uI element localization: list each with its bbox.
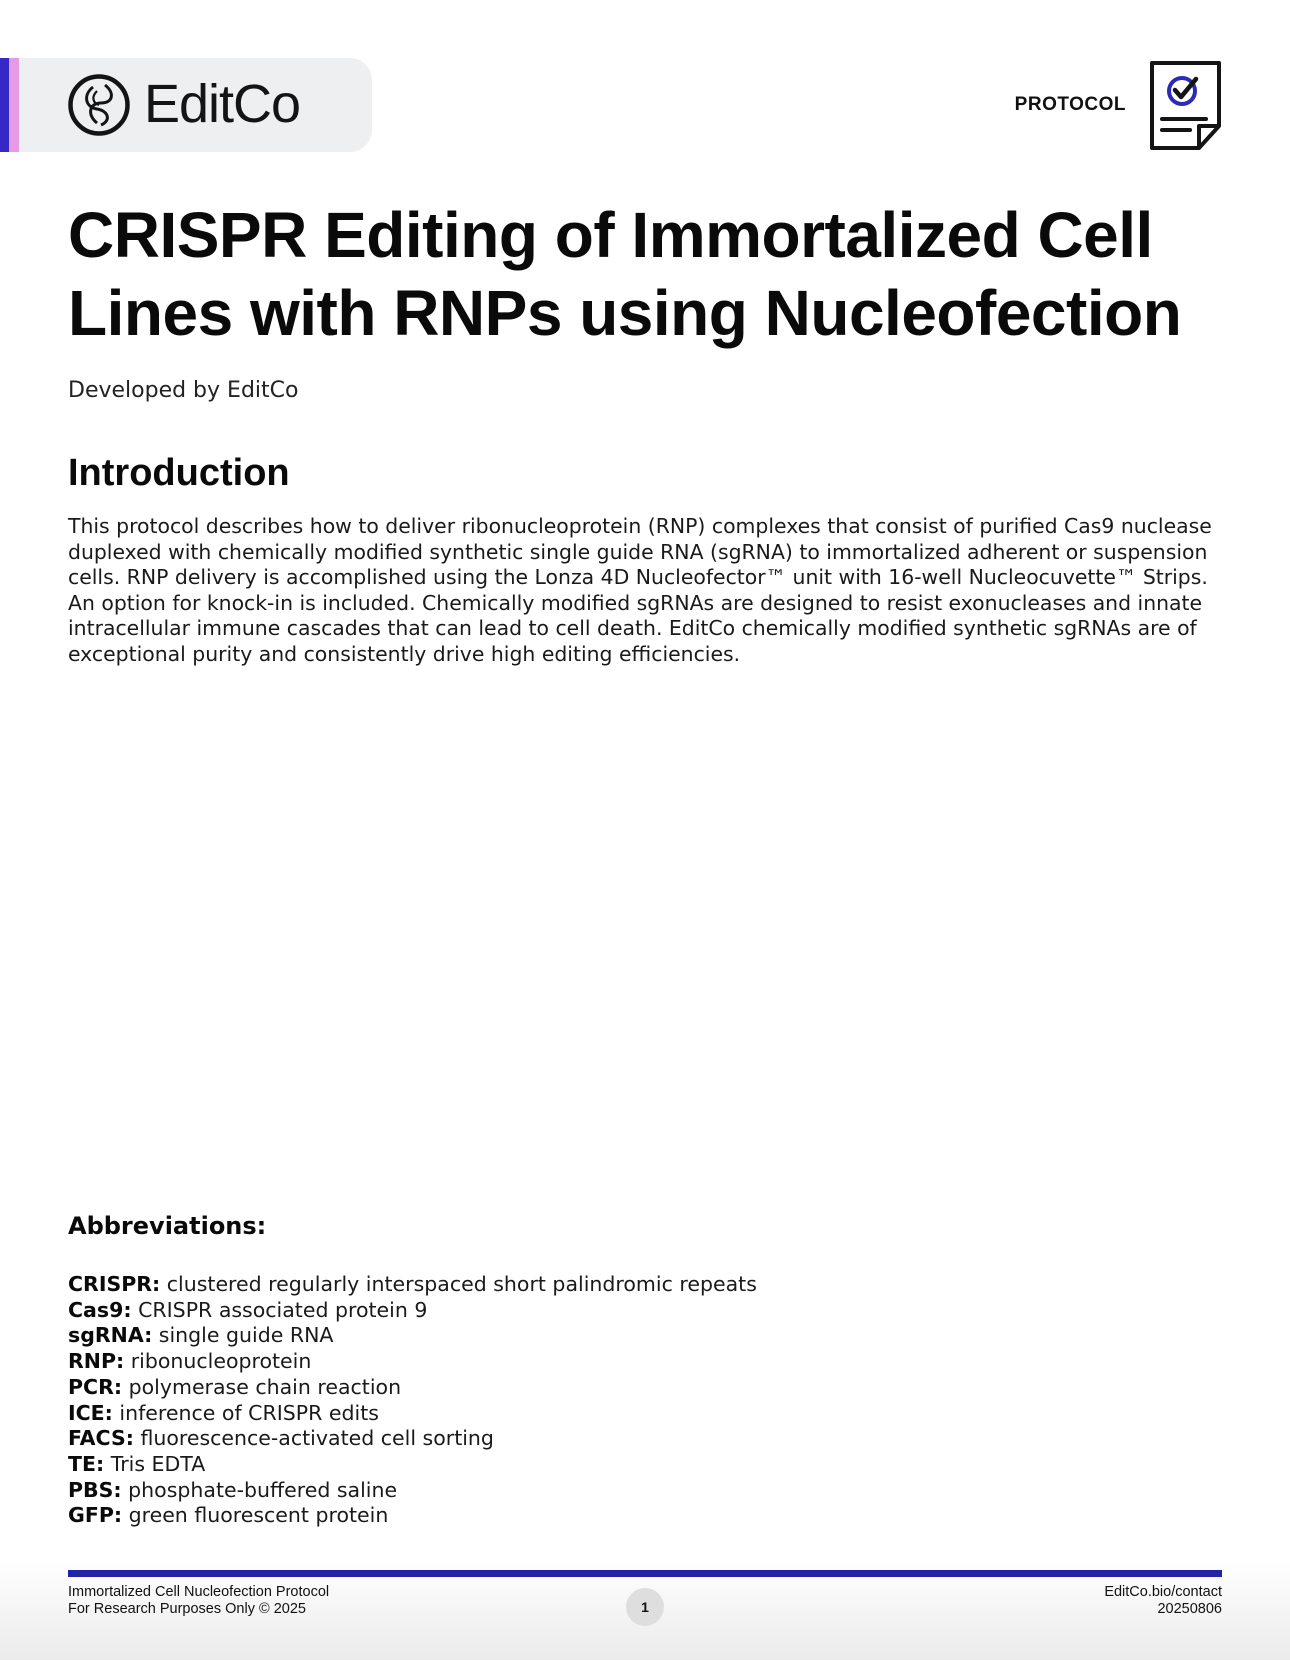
document-type-label: PROTOCOL bbox=[1014, 94, 1126, 115]
abbreviation-item bbox=[68, 1349, 757, 1375]
abbreviation-definition: fluorescence-activated cell sorting bbox=[140, 1426, 494, 1451]
abbreviation-definition: green fluorescent protein bbox=[128, 1503, 389, 1528]
abbreviation-definition: polymerase chain reaction bbox=[128, 1374, 402, 1399]
introduction-heading: Introduction bbox=[68, 452, 290, 494]
abbreviation-item bbox=[68, 1298, 757, 1324]
abbreviation-term: GFP: bbox=[68, 1503, 123, 1528]
abbreviation-item bbox=[68, 1503, 757, 1529]
abbreviation-item bbox=[68, 1323, 757, 1349]
introduction-body: This protocol describes how to deliver ribonucleoprotein (RNP) complexes that consist of purified Cas9 nuclease duplexed with chemically modified synthetic single guide RNA (sgRNA) to immortalized adherent or suspension cells. RNP delivery is accomplished using the Lonza 4D Nucleofector™ unit with 16-well Nucleocuvette™ Strips. An option for knock-in is included. Chemically modified sgRNAs are designed to resist exonucleases and innate intracellular immune cascades that can lead to cell death. EditCo chemically modified synthetic sgRNAs are of exceptional purity and consistently drive high editing efficiencies. bbox=[68, 514, 1212, 666]
page-number-badge: 1 bbox=[626, 1588, 664, 1626]
abbreviation-item bbox=[68, 1272, 757, 1298]
footer-version: 20250806 bbox=[1157, 1601, 1222, 1617]
abbreviation-item bbox=[68, 1452, 757, 1478]
abbreviation-item bbox=[68, 1478, 757, 1504]
abbreviation-definition: inference of CRISPR edits bbox=[119, 1400, 379, 1425]
footer-rights: For Research Purposes Only © 2025 bbox=[68, 1601, 306, 1617]
abbreviation-definition: phosphate-buffered saline bbox=[128, 1477, 398, 1502]
document-title: CRISPR Editing of Immortalized Cell Lines with RNPs using Nucleofection bbox=[68, 199, 1182, 349]
abbreviation-term: FACS: bbox=[68, 1426, 134, 1451]
brand-wordmark: EditCo bbox=[144, 74, 301, 134]
abbreviation-term: ICE: bbox=[68, 1400, 113, 1425]
abbreviation-item bbox=[68, 1426, 757, 1452]
footer-left bbox=[68, 1584, 329, 1618]
brand-banner bbox=[0, 58, 372, 152]
abbreviation-definition: CRISPR associated protein 9 bbox=[138, 1297, 428, 1322]
abbreviation-definition: Tris EDTA bbox=[110, 1451, 206, 1476]
abbreviations-heading: Abbreviations: bbox=[68, 1212, 267, 1240]
byline: Developed by EditCo bbox=[68, 378, 299, 403]
abbreviation-term: CRISPR: bbox=[68, 1272, 161, 1296]
footer-right bbox=[1104, 1584, 1222, 1618]
footer-contact-link[interactable]: EditCo.bio/contact bbox=[1104, 1584, 1222, 1600]
footer-document-name: Immortalized Cell Nucleofection Protocol bbox=[68, 1584, 330, 1600]
abbreviation-term: sgRNA: bbox=[68, 1323, 153, 1348]
abbreviation-definition: ribonucleoprotein bbox=[130, 1349, 312, 1374]
abbreviation-item bbox=[68, 1375, 757, 1401]
brand-accent-bar bbox=[0, 58, 9, 152]
abbreviation-item bbox=[68, 1401, 757, 1427]
abbreviation-term: PBS: bbox=[68, 1477, 122, 1502]
abbreviation-term: RNP: bbox=[68, 1349, 125, 1374]
abbreviation-definition: single guide RNA bbox=[158, 1323, 334, 1348]
brand-accent-stripe bbox=[9, 58, 19, 152]
footer-divider bbox=[68, 1570, 1222, 1577]
abbreviation-definition: clustered regularly interspaced short palindromic repeats bbox=[166, 1272, 757, 1296]
editco-logo-icon bbox=[67, 73, 131, 137]
abbreviation-term: Cas9: bbox=[68, 1297, 132, 1322]
abbreviation-term: TE: bbox=[68, 1451, 105, 1476]
abbreviation-term: PCR: bbox=[68, 1374, 123, 1399]
protocol-checklist-icon bbox=[1148, 60, 1224, 152]
abbreviations-list bbox=[68, 1272, 757, 1529]
